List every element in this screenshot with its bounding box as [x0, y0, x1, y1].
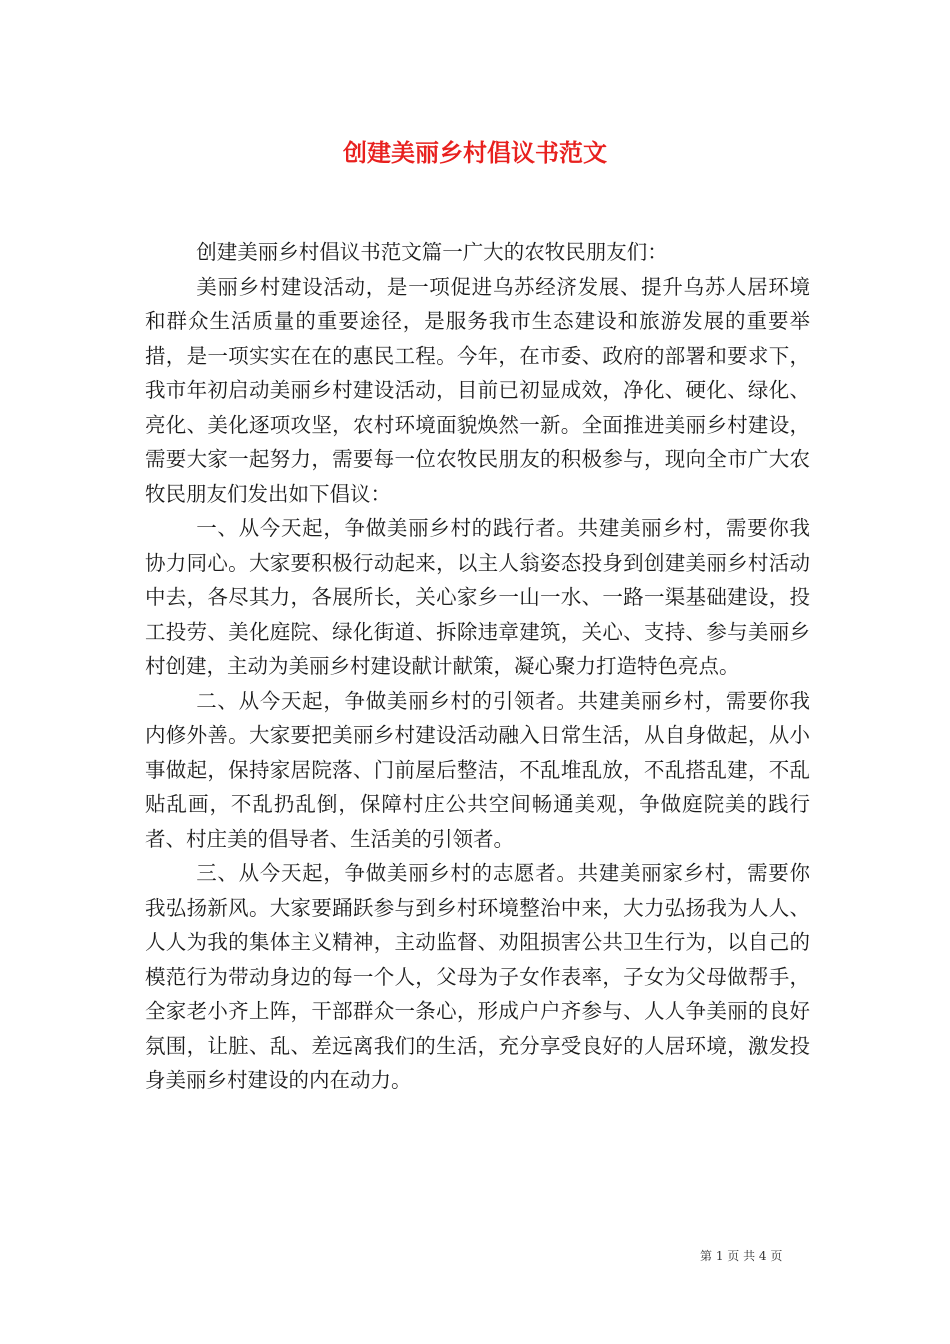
intro-paragraph: 美丽乡村建设活动，是一项促进乌苏经济发展、提升乌苏人居环境和群众生活质量的重要途径，是服务我市生态建设和旅游发展的重要举措，是一项实实在在的惠民工程。今年，在市委、政府的部署和要求下，我市年初启动美丽乡村建设活动，目前已初显成效，净化、硬化、绿化、亮化、美化逐项攻坚，农村环境面貌焕然一新。全面推进美丽乡村建设，需要大家一起努力，需要每一位农牧民朋友的积极参与，现向全市广大农牧民朋友们发出如下倡议：	[145, 274, 810, 506]
proposal-two-paragraph: 二、从今天起，争做美丽乡村的引领者。共建美丽乡村，需要你我内修外善。大家要把美丽乡村建设活动融入日常生活，从自身做起，从小事做起，保持家居院落、门前屋后整洁，不乱堆乱放，不乱搭乱建，不乱贴乱画，不乱扔乱倒，保障村庄公共空间畅通美观，争做庭院美的践行者、村庄美的倡导者、生活美的引领者。	[145, 688, 810, 851]
proposal-one-paragraph: 一、从今天起，争做美丽乡村的践行者。共建美丽乡村，需要你我协力同心。大家要积极行动起来，以主人翁姿态投身到创建美丽乡村活动中去，各尽其力，各展所长，关心家乡一山一水、一路一渠基础建设，投工投劳、美化庭院、绿化街道、拆除违章建筑，关心、支持、参与美丽乡村创建，主动为美丽乡村建设献计献策，凝心聚力打造特色亮点。	[145, 516, 810, 678]
greeting-paragraph: 创建美丽乡村倡议书范文篇一广大的农牧民朋友们：	[196, 240, 668, 264]
document-title: 创建美丽乡村倡议书范文	[343, 138, 607, 167]
document-body	[145, 235, 810, 1098]
page-number: 第 1 页 共 4 页	[700, 1249, 783, 1263]
proposal-three-paragraph: 三、从今天起，争做美丽乡村的志愿者。共建美丽家乡村，需要你我弘扬新风。大家要踊跃参与到乡村环境整治中来，大力弘扬我为人人、人人为我的集体主义精神，主动监督、劝阻损害公共卫生行为，以自己的模范行为带动身边的每一个人，父母为子女作表率，子女为父母做帮手，全家老小齐上阵，干部群众一条心，形成户户齐参与、人人争美丽的良好氛围，让脏、乱、差远离我们的生活，充分享受良好的人居环境，激发投身美丽乡村建设的内在动力。	[145, 861, 810, 1092]
